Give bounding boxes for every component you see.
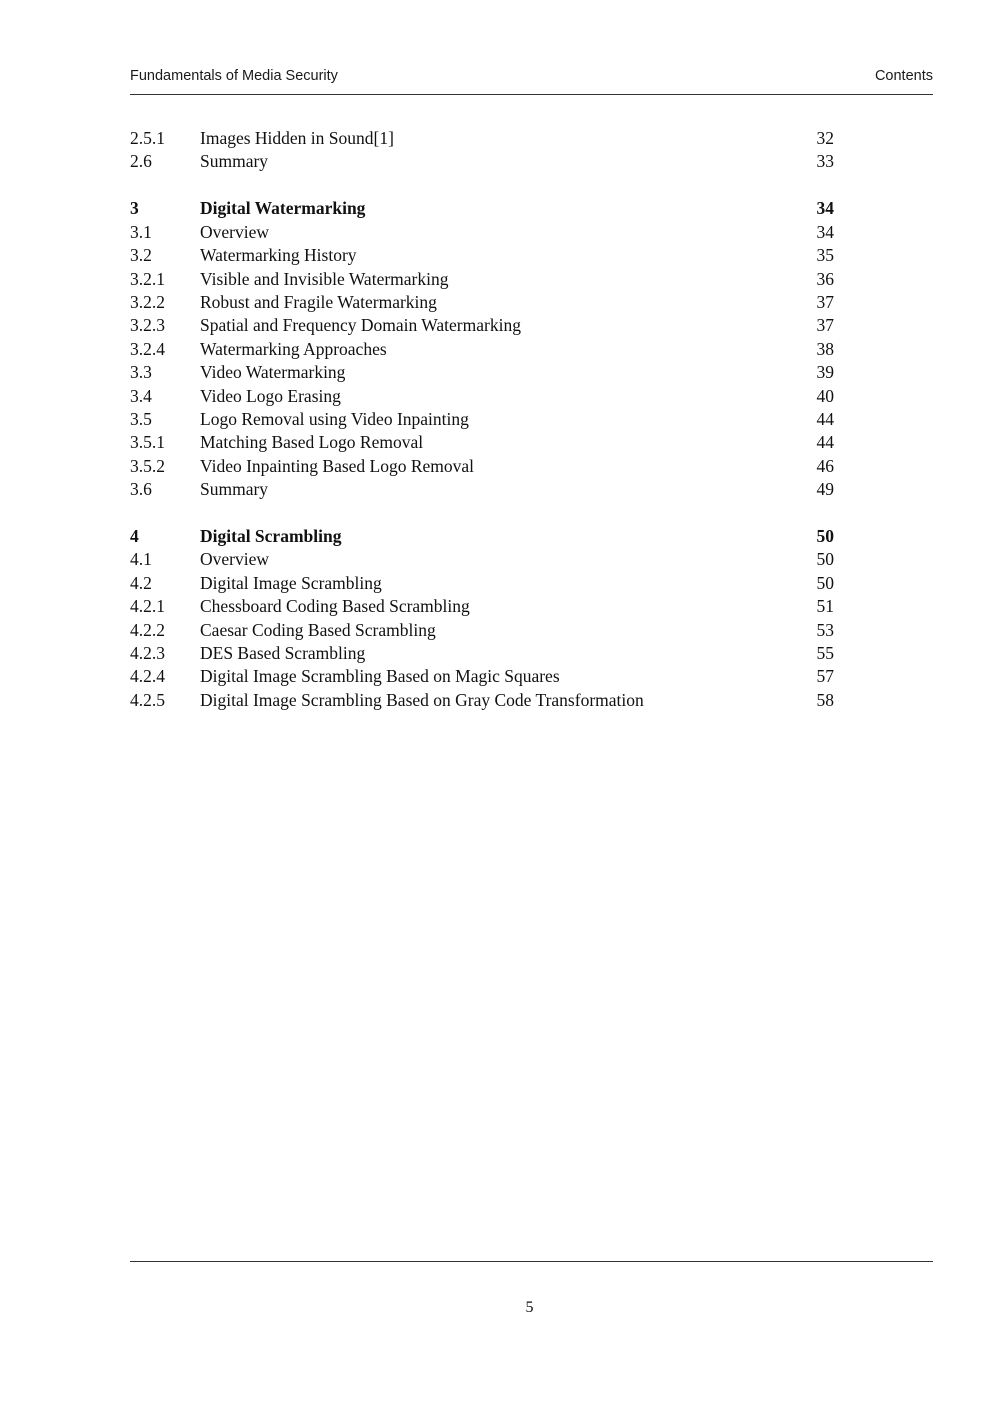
toc-entry [130,221,834,244]
toc-entry [130,478,834,501]
toc-entry-number: 3.2.1 [130,268,165,289]
toc-entry-number: 3.6 [130,479,152,500]
toc-entry-number: 3.4 [130,385,152,406]
toc-entry-number: 3.3 [130,362,152,383]
toc-entry [130,314,834,337]
running-header-title: Fundamentals of Media Security [130,68,338,84]
toc-entry-number: 3.5 [130,408,152,429]
toc-entry-number: 2.5.1 [130,128,165,148]
toc-entry [130,408,834,431]
toc-entry-number: 4.2.1 [130,596,165,617]
toc-entry-title: Matching Based Logo Removal [200,432,424,453]
toc-entry [130,150,834,173]
toc-entry [130,385,834,408]
toc-entry-title: Spatial and Frequency Domain Watermarking [200,315,521,336]
toc-entry-page: 38 [816,338,834,359]
toc-entry-title: Robust and Fragile Watermarking [200,291,437,312]
toc-entry [130,619,834,642]
toc-entry-page: 50 [816,526,834,547]
toc-entry-number: 3.2.4 [130,338,165,359]
toc-entry-page: 44 [816,408,834,429]
toc-entry [130,689,834,712]
toc-entry-page: 37 [816,315,834,336]
toc-entry-page: 33 [816,151,834,172]
toc-entry [130,431,834,454]
toc-entry [130,361,834,384]
toc-entry-title: Digital Watermarking [200,198,366,219]
toc-entry-page: 55 [816,643,834,663]
toc-entry-page: 53 [816,619,834,640]
toc-entry-number: 4 [130,526,139,547]
toc-entry [130,595,834,618]
toc-entry-number: 3 [130,198,139,219]
toc-entry-number: 3.2.3 [130,315,165,336]
header-divider [130,94,933,95]
toc-entry-page: 36 [816,268,834,289]
toc-chapter-entry [130,197,834,220]
toc-entry-number: 4.2.5 [130,689,165,710]
toc-entry-number: 4.2.2 [130,619,165,640]
toc-entry-title: Watermarking Approaches [200,338,387,359]
toc-entry-page: 51 [816,596,834,617]
toc-entry [130,244,834,267]
table-of-contents [130,127,834,712]
toc-entry-page: 34 [816,221,834,242]
toc-entry-page: 37 [816,291,834,312]
toc-entry-title: Caesar Coding Based Scrambling [200,619,436,640]
toc-entry-page: 32 [816,128,834,148]
toc-entry-title: Digital Scrambling [200,526,342,547]
toc-entry-number: 3.1 [130,221,152,242]
toc-entry-page: 49 [816,479,834,500]
toc-entry-page: 39 [816,362,834,383]
toc-entry-title: Video Logo Erasing [200,385,341,406]
toc-entry-number: 3.2 [130,245,152,266]
toc-entry-number: 4.1 [130,549,152,570]
toc-entry [130,338,834,361]
toc-entry-title: Watermarking History [200,245,357,266]
toc-entry [130,268,834,291]
toc-entry-page: 50 [816,549,834,570]
toc-entry-title: Digital Image Scrambling [200,572,382,593]
toc-entry-title: Video Inpainting Based Logo Removal [200,455,475,476]
toc-entry-number: 3.5.2 [130,455,165,476]
toc-entry [130,291,834,314]
toc-entry-title: Overview [200,549,270,570]
toc-entry-page: 46 [816,455,834,476]
page-number: 5 [525,1299,534,1316]
toc-entry [130,572,834,595]
toc-entry-title: Video Watermarking [200,362,346,383]
toc-entry-page: 34 [816,198,834,219]
running-header-section: Contents [874,68,933,84]
toc-entry-title: Images Hidden in Sound[1] [200,128,394,148]
toc-entry-number: 2.6 [130,151,152,172]
toc-entry-page: 57 [816,666,834,687]
toc-entry-page: 44 [816,432,834,453]
toc-entry-title: Digital Image Scrambling Based on Magic Squares [200,666,560,687]
toc-entry-page: 50 [816,572,834,593]
toc-entry-page: 40 [816,385,834,406]
toc-entry-title: DES Based Scrambling [200,643,366,663]
toc-entry [130,642,834,665]
toc-entry-page: 35 [816,245,834,266]
toc-entry-number: 3.2.2 [130,291,165,312]
toc-entry [130,548,834,571]
toc-entry-number: 4.2 [130,572,152,593]
toc-entry-title: Chessboard Coding Based Scrambling [200,596,470,617]
toc-entry-title: Overview [200,221,270,242]
footer-divider [130,1261,933,1262]
toc-entry-title: Logo Removal using Video Inpainting [200,408,469,429]
toc-entry-title: Digital Image Scrambling Based on Gray Code Transformation [200,689,644,710]
toc-entry-title: Summary [200,479,269,500]
toc-entry [130,455,834,478]
toc-entry [130,665,834,688]
toc-entry-number: 4.2.3 [130,643,165,663]
toc-chapter-entry [130,525,834,548]
toc-entry-page: 58 [816,689,834,710]
toc-entry-number: 3.5.1 [130,432,165,453]
toc-entry-title: Summary [200,151,269,172]
toc-entry-title: Visible and Invisible Watermarking [200,268,449,289]
toc-entry [130,127,834,150]
toc-entry-number: 4.2.4 [130,666,165,687]
